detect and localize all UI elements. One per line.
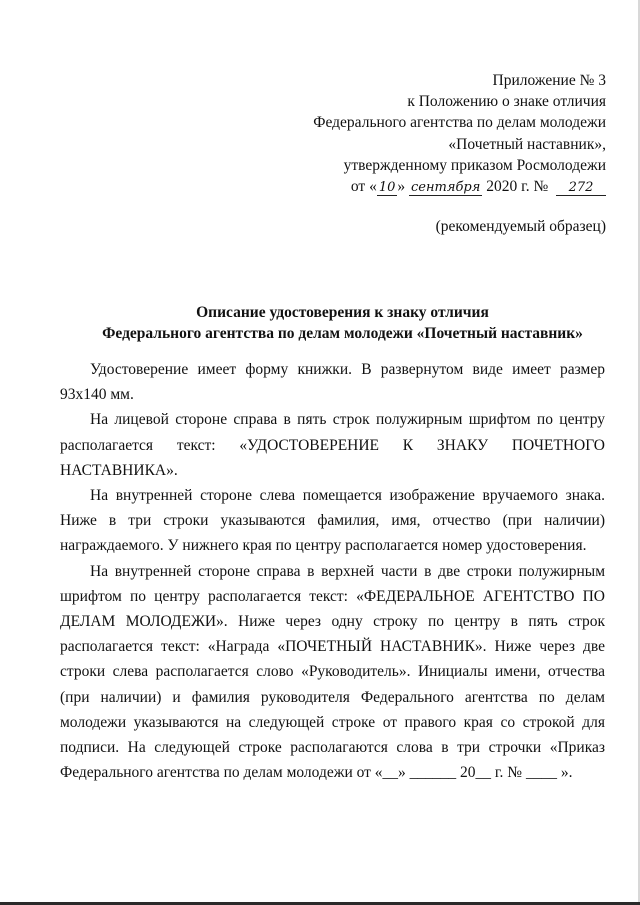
handwritten-day: 10 [378,180,396,196]
document-body [60,357,605,785]
appendix-date-line [246,176,606,197]
paragraph-2: На лицевой стороне справа в пять строк полужирным шрифтом по центру располагается текст: «УДОСТОВЕРЕНИЕ К ЗНАКУ ПОЧЕТНОГО НАСТАВНИКА». [60,411,605,479]
date-prefix: от « [350,178,377,196]
document-title [60,302,625,344]
handwritten-month: сентября [411,180,481,196]
handwritten-order-number: 272 [556,180,606,196]
appendix-award-name: «Почетный наставник», [448,135,606,153]
sample-note: (рекомендуемый образец) [435,218,606,235]
paragraph-3: На внутренней стороне слева помещается изображение вручаемого знака. Ниже в три строки указываются фамилия, имя, отчество (при наличии) награждаемого. У нижнего края по центру располагается номер удостоверения. [60,487,605,555]
title-line-1: Описание удостоверения к знаку отличия [196,304,489,321]
appendix-regulation: к Положению о знаке отличия [407,93,606,111]
date-mid: » [397,178,406,196]
appendix-agency: Федерального агентства по делам молодежи [313,114,606,132]
appendix-approved-by: утвержденному приказом Росмолодежи [343,156,606,174]
paragraph-4: На внутренней стороне справа в верхней части в две строки полужирным шрифтом по центру располагается текст: «ФЕДЕРАЛЬНОЕ АГЕНТСТВО ПО ДЕЛАМ МОЛОДЕЖИ». Ниже через одну строку по центру в пять строк располагается текст: «Награда «ПОЧЕТНЫЙ НАСТАВНИК». Ниже через две строки слева располагается слово «Руководитель». Инициалы имени, отчества (при наличии) и фамилия руководителя Федерального агентства по делам молодежи указываются на следующей строке от правого края со строкой для подписи. На следующей строке располагаются слова в три строчки «Приказ Федерального агентства по делам молодежи от «__» ______ 20__ г. № ____ ». [60,562,605,782]
appendix-header [246,70,606,197]
date-year: 2020 г. № [486,178,549,196]
appendix-number: Приложение № 3 [492,72,606,89]
paragraph-1: Удостоверение имеет форму книжки. В развернутом виде имеет размер 93х140 мм. [60,361,605,404]
title-line-2: Федерального агентства по делам молодежи «Почетный наставник» [102,325,583,342]
